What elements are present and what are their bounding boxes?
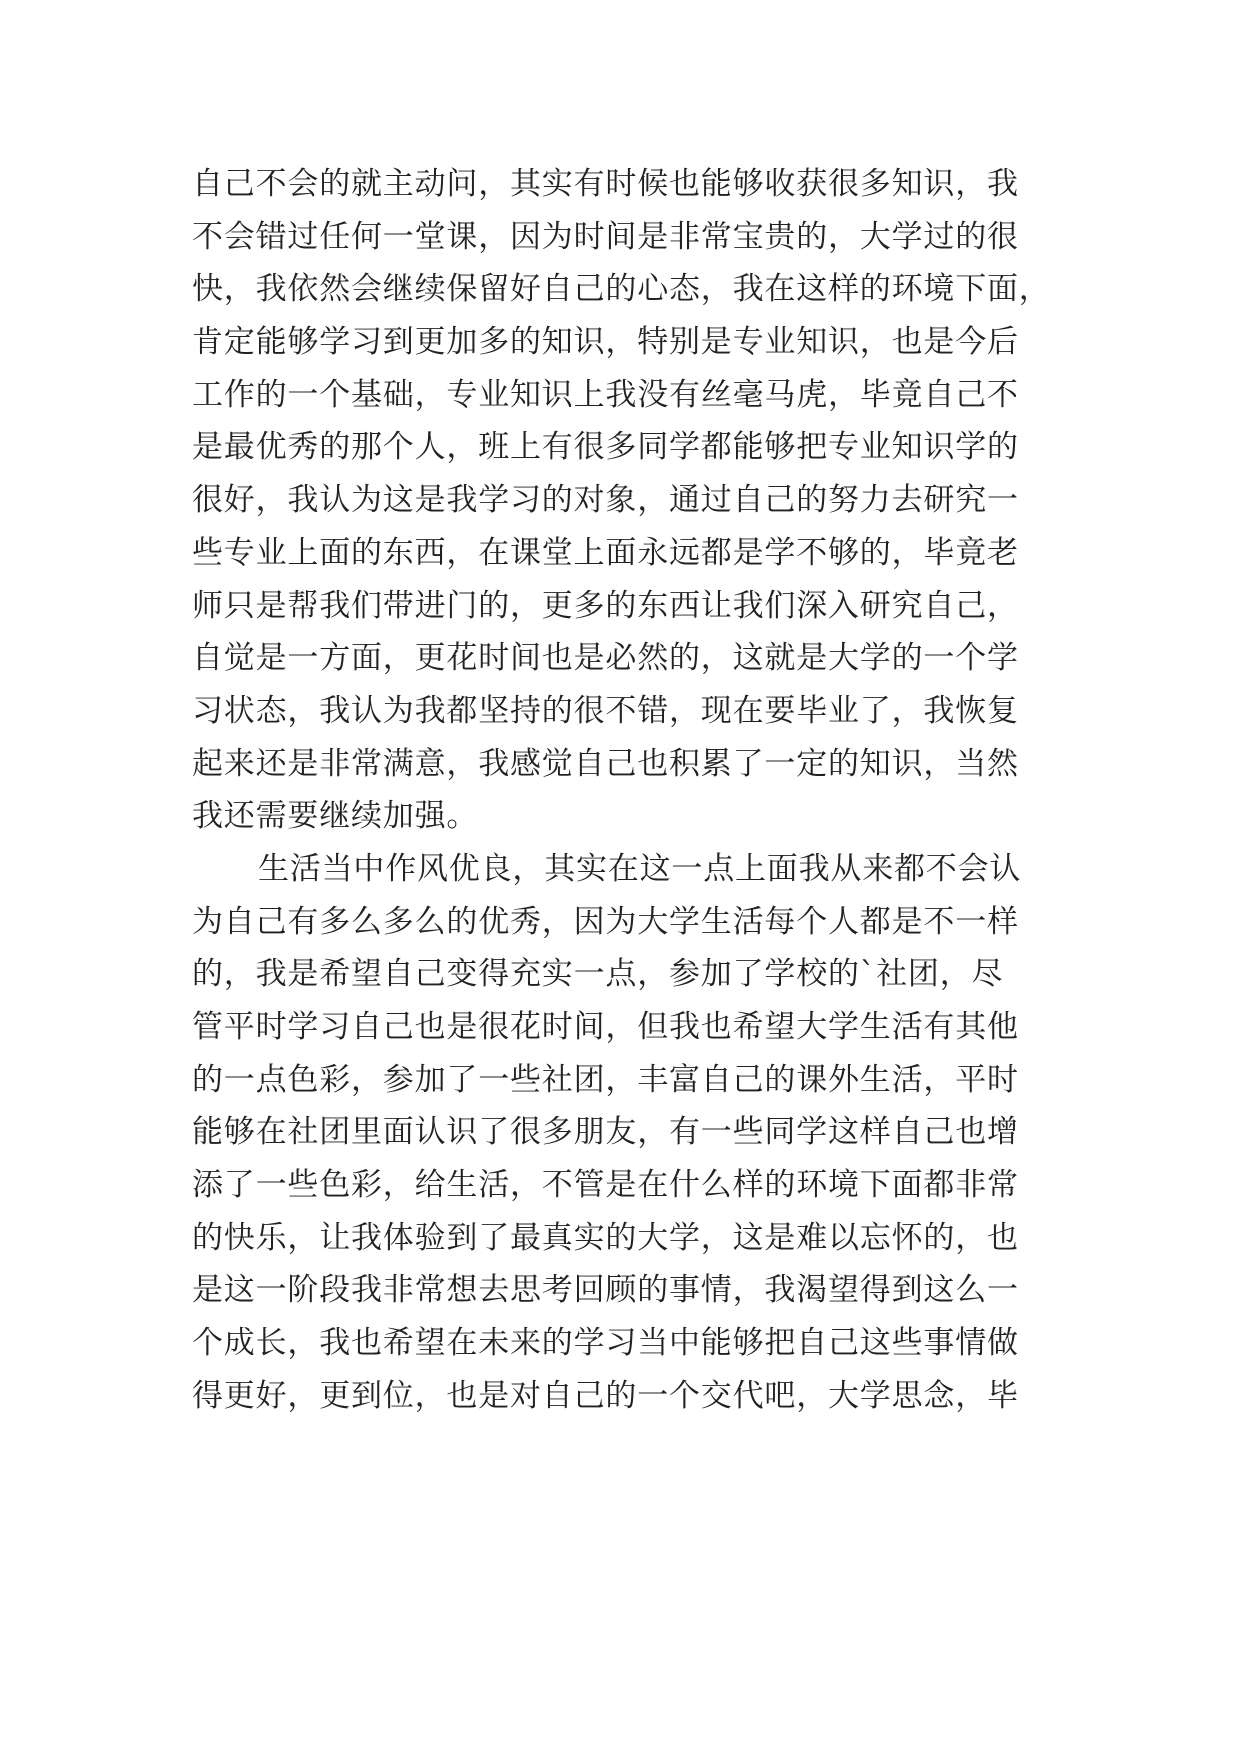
text-line: 工作的一个基础，专业知识上我没有丝毫马虎，毕竟自己不 bbox=[192, 376, 1019, 413]
text-line: 得更好，更到位，也是对自己的一个交代吧，大学思念，毕 bbox=[192, 1377, 1019, 1414]
text-line: 管平时学习自己也是很花时间，但我也希望大学生活有其他 bbox=[192, 1009, 1019, 1045]
text-line: 很好，我认为这是我学习的对象，通过自己的努力去研究一 bbox=[192, 482, 1019, 519]
text-line: 我还需要继续加强。 bbox=[192, 798, 479, 835]
text-line: 个成长，我也希望在未来的学习当中能够把自己这些事情做 bbox=[192, 1325, 1019, 1362]
paragraph-1 bbox=[192, 158, 1072, 843]
text-line: 自觉是一方面，更花时间也是必然的，这就是大学的一个学 bbox=[192, 640, 1019, 677]
text-line: 快，我依然会继续保留好自己的心态，我在这样的环境下面， bbox=[192, 271, 1051, 308]
text-line: 些专业上面的东西，在课堂上面永远都是学不够的，毕竟老 bbox=[192, 534, 1019, 571]
text-line: 不会错过任何一堂课，因为时间是非常宝贵的，大学过的很 bbox=[192, 218, 1019, 255]
text-line: 的一点色彩，参加了一些社团，丰富自己的课外生活，平时 bbox=[192, 1061, 1019, 1098]
text-line-first-indented: 生活当中作风优良，其实在这一点上面我从来都不会认 bbox=[258, 850, 1022, 887]
text-line: 是这一阶段我非常想去思考回顾的事情，我渴望得到这么一 bbox=[192, 1272, 1019, 1309]
text-line: 的，我是希望自己变得充实一点，参加了学校的`社团，尽 bbox=[192, 956, 1004, 993]
text-line: 肯定能够学习到更加多的知识，特别是专业知识，也是今后 bbox=[192, 324, 1019, 361]
text-line: 添了一些色彩，给生活，不管是在什么样的环境下面都非常 bbox=[192, 1167, 1019, 1204]
text-line: 能够在社团里面认识了很多朋友，有一些同学这样自己也增 bbox=[192, 1114, 1019, 1151]
text-line: 的快乐，让我体验到了最真实的大学，这是难以忘怀的，也 bbox=[192, 1219, 1019, 1256]
document-body bbox=[192, 158, 1072, 1423]
paragraph-2 bbox=[192, 843, 1072, 1423]
text-line: 为自己有多么多么的优秀，因为大学生活每个人都是不一样 bbox=[192, 903, 1019, 940]
text-line: 师只是帮我们带进门的，更多的东西让我们深入研究自己， bbox=[192, 587, 1019, 624]
text-line: 是最优秀的那个人，班上有很多同学都能够把专业知识学的 bbox=[192, 429, 1019, 466]
text-line: 自己不会的就主动问，其实有时候也能够收获很多知识，我 bbox=[192, 166, 1019, 202]
text-line: 习状态，我认为我都坚持的很不错，现在要毕业了，我恢复 bbox=[192, 692, 1019, 729]
text-line: 起来还是非常满意，我感觉自己也积累了一定的知识，当然 bbox=[192, 745, 1019, 782]
